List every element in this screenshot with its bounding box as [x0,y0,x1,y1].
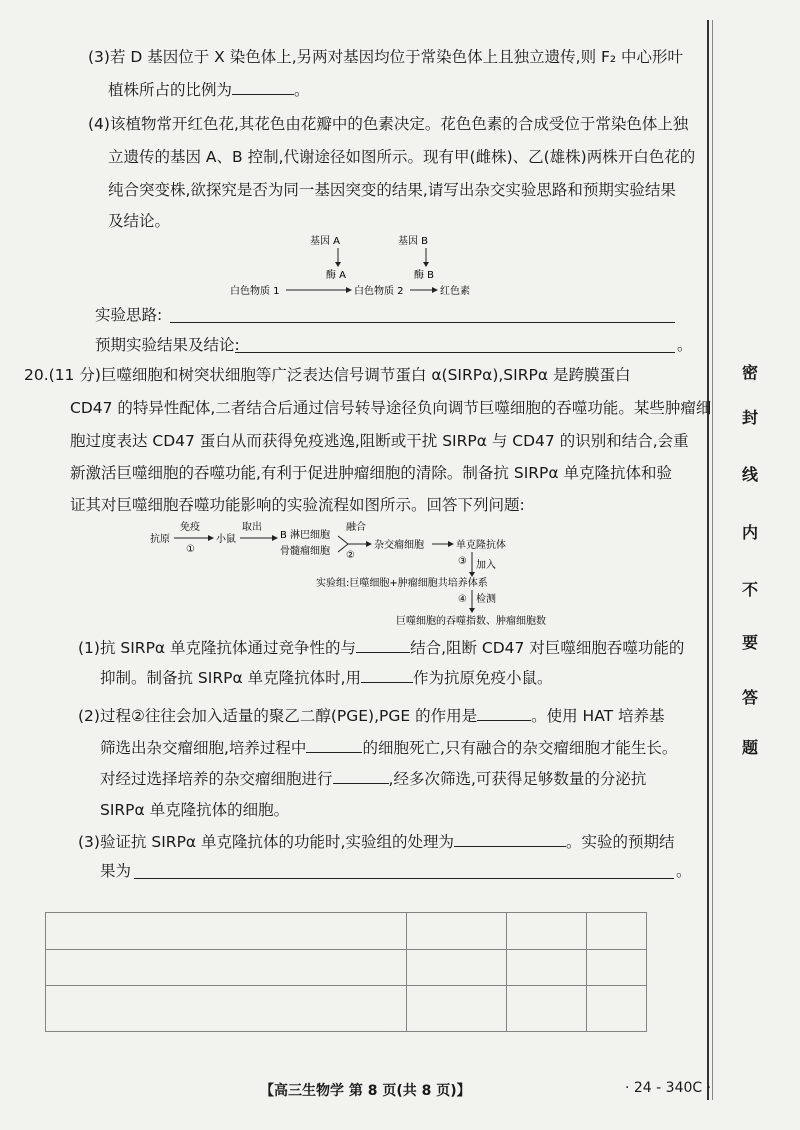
q3-answer-blank[interactable] [232,78,294,95]
gene-a-label: 基因 A [310,236,341,247]
q3-line2-text: 植株所占的比例为 [108,81,233,99]
flow-bcell: B 淋巴细胞 [280,530,331,541]
q20-s1-text-a: (1)抗 SIRPα 单克隆抗体通过竞争性的与 [78,639,357,657]
pathway-diagram [230,232,490,304]
substance-2-label: 白色物质 2 [354,286,404,297]
table-col-divider-1 [406,913,407,1031]
experiment-flowchart [150,516,560,628]
gene-b-label: 基因 B [398,236,429,247]
q20-s3-line2: 果为 [100,862,132,880]
gene-a-arrowhead [335,262,341,267]
side-char-5: 不 [741,580,758,599]
table-col-divider-2 [506,913,507,1031]
q20-s3-blank-1[interactable] [454,830,566,847]
flow-mouse: 小鼠 [216,534,236,545]
experiment-idea-label: 实验思路: [95,306,163,324]
q20-s2-text-b: 。使用 HAT 培养基 [531,707,665,725]
flow-arrowhead-fuse [366,541,372,547]
flow-add: 加入 [476,560,496,571]
experiment-idea-line[interactable] [170,322,675,323]
q20-s1-line2 [100,666,553,689]
side-char-2: 封 [741,408,758,427]
q20-s3-text-a: (3)验证抗 SIRPα 单克隆抗体的功能时,实验组的处理为 [78,833,454,851]
table-row-divider-2 [46,985,646,986]
binding-line [707,20,709,1100]
flow-system: 实验组:巨噬细胞+肿瘤细胞共培养体系 [316,578,488,589]
table-row-divider-1 [46,949,646,950]
q20-s3-end: 。 [676,862,692,880]
q20-line1: 20.(11 分)巨噬细胞和树突状细胞等广泛表达信号调节蛋白 α(SIRPα),SIRPα 是跨膜蛋白 [24,366,631,384]
table-col-divider-3 [586,913,587,1031]
enzyme-b-label: 酶 B [414,270,435,281]
flow-immune: 免疫 [180,522,200,533]
side-char-7: 答 [741,688,758,707]
flow-arrowhead-detect [469,608,475,613]
q3-line2-end: 。 [294,81,310,99]
q20-line4: 新激活巨噬细胞的吞噬功能,有利于促进肿瘤细胞的清除。制备抗 SIRPα 单克隆抗体和验 [70,464,673,482]
q3-line1: (3)若 D 基因位于 X 染色体上,另两对基因均位于常染色体上且独立遗传,则 F₂ 中心形叶 [88,48,684,66]
pathway-arrowhead-2 [432,287,438,293]
flow-step4: ④ [458,594,467,605]
flow-arrowhead-immune [208,535,214,541]
flow-hybridoma: 杂交瘤细胞 [374,540,424,551]
flow-step1: ① [186,544,195,555]
q20-s2-blank-2[interactable] [306,736,362,753]
flow-myeloma: 骨髓瘤细胞 [280,546,330,557]
q20-s1-text-c: 抑制。制备抗 SIRPα 单克隆抗体时,用 [100,669,362,687]
q20-line3: 胞过度表达 CD47 蛋白从而获得免疫逃逸,阻断或干扰 SIRPα 与 CD47 的识别和结合,会重 [70,432,689,450]
q20-s2-line2 [100,736,677,759]
q20-s1-blank-2[interactable] [361,666,413,683]
substance-1-label: 白色物质 1 [230,286,280,297]
flow-mab: 单克隆抗体 [456,540,506,551]
q4-line4: 及结论。 [108,212,171,230]
flow-take: 取出 [242,522,262,533]
gene-b-arrowhead [423,262,429,267]
q20-s3-text-b: 。实验的预期结 [565,833,675,851]
expected-result-label: 预期实验结果及结论: [95,336,240,354]
pathway-arrowhead-1 [346,287,352,293]
q20-s1-line1 [78,636,684,659]
bleed-through-table [45,912,647,1032]
q20-s2-blank-3[interactable] [333,767,389,784]
q4-line2: 立遗传的基因 A、B 控制,代谢途径如图所示。现有甲(雌株)、乙(雄株)两株开白色花的 [108,148,696,166]
q20-s3-result-line[interactable] [134,878,674,879]
flow-fuse: 融合 [346,522,366,533]
side-char-8: 题 [741,738,758,757]
page-footer: 【高三生物学 第 8 页(共 8 页)】 [260,1083,471,1099]
side-char-4: 内 [741,523,758,542]
q20-s2-blank-1[interactable] [477,704,531,721]
flow-antigen: 抗原 [150,534,170,545]
q20-line5: 证其对巨噬细胞吞噬功能影响的实验流程如图所示。回答下列问题: [70,496,525,514]
q20-s2-text-d: 的细胞死亡,只有融合的杂交瘤细胞才能生长。 [362,739,678,757]
enzyme-a-label: 酶 A [326,270,347,281]
flow-index: 巨噬细胞的吞噬指数、肿瘤细胞数 [396,616,546,627]
q20-s2-text-c: 筛选出杂交瘤细胞,培养过程中 [100,739,307,757]
q20-s2-text-f: ,经多次筛选,可获得足够数量的分泌抗 [388,770,647,788]
flow-arrowhead-take [272,535,278,541]
page-code: · 24 - 340C · [625,1080,712,1096]
q20-s2-text-e: 对经过选择培养的杂交瘤细胞进行 [100,770,333,788]
q20-s2-line3 [100,767,646,790]
expected-result-line[interactable] [235,352,675,353]
q3-line2 [108,78,310,101]
side-char-1: 密 [741,363,758,382]
q4-line1: (4)该植物常开红色花,其花色由花瓣中的色素决定。花色色素的合成受位于常染色体上独 [88,115,689,133]
side-char-6: 要 [741,633,758,652]
flow-step2: ② [346,550,355,561]
red-pigment-label: 红色素 [440,286,470,297]
q20-s1-text-d: 作为抗原免疫小鼠。 [413,669,553,687]
q20-s2-line4: SIRPα 单克隆抗体的细胞。 [100,801,290,819]
q20-s3-line1 [78,830,675,853]
q20-s2-line1 [78,704,665,727]
binding-line-inner [712,20,713,1100]
flow-detect: 检测 [476,594,496,605]
q4-end-mark: 。 [677,336,693,354]
flow-arrowhead-add [469,572,475,577]
flow-step3: ③ [458,556,467,567]
q20-s1-blank-1[interactable] [356,636,410,653]
q20-line2: CD47 的特异性配体,二者结合后通过信号转导途径负向调节巨噬细胞的吞噬功能。某些肿瘤细 [70,399,712,417]
q20-s2-text-a: (2)过程②往往会加入适量的聚乙二醇(PGE),PGE 的作用是 [78,707,478,725]
q4-line3: 纯合突变株,欲探究是否为同一基因突变的结果,请写出杂交实验思路和预期实验结果 [108,181,676,199]
flow-arrowhead-mab [448,541,454,547]
q20-s1-text-b: 结合,阻断 CD47 对巨噬细胞吞噬功能的 [410,639,685,657]
side-char-3: 线 [741,465,758,484]
